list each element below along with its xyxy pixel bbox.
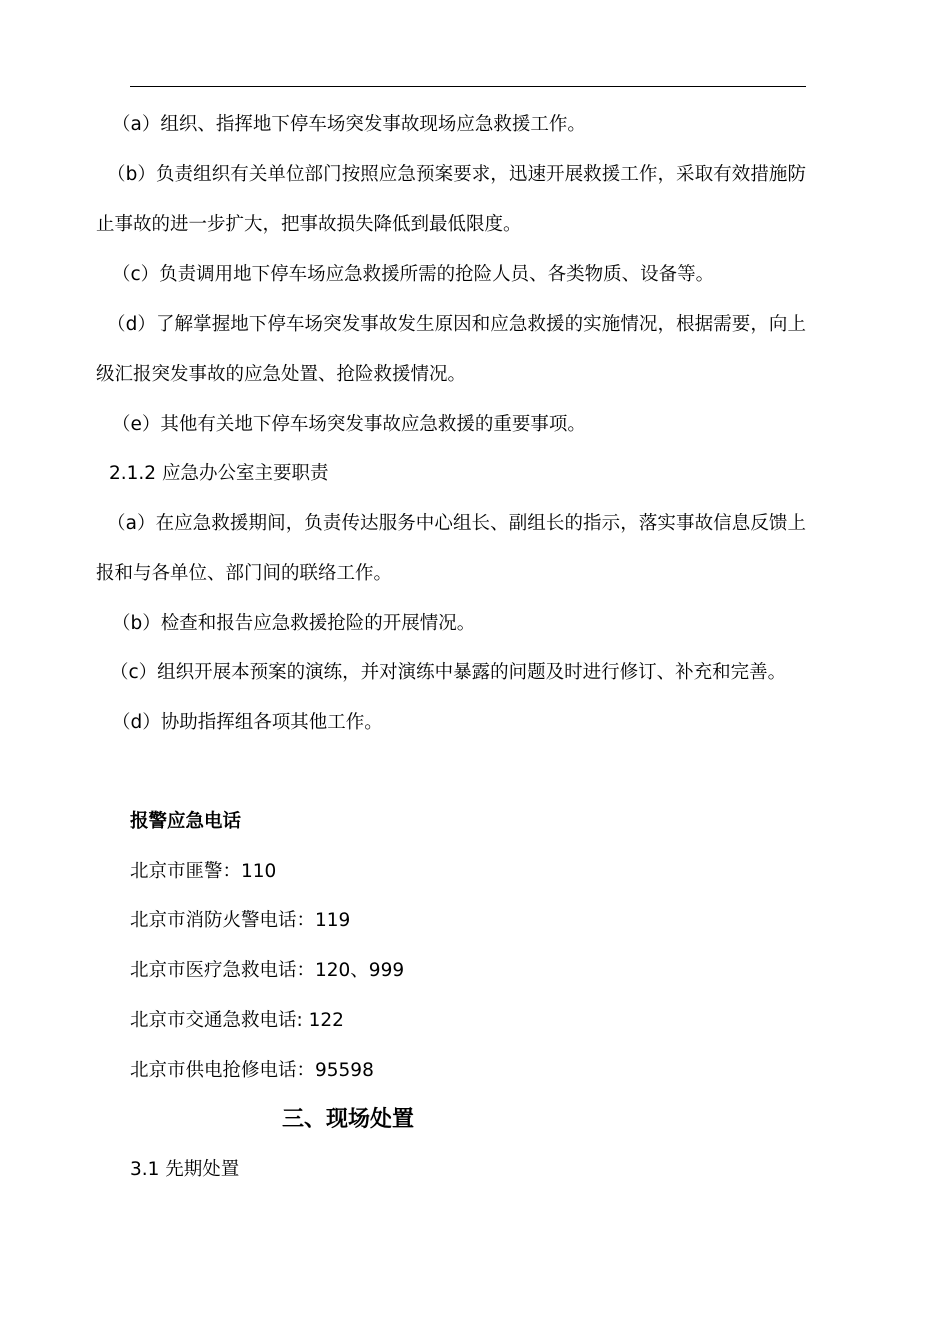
phone-traffic: 北京市交通急救电话: 122	[130, 1010, 344, 1031]
section-three-title: 三、现场处置	[282, 1107, 415, 1132]
office-item-a-line1: （a）在应急救援期间，负责传达服务中心组长、副组长的指示，落实事故信息反馈上	[107, 513, 806, 534]
duty-item-b-line1: （b）负责组织有关单位部门按照应急预案要求，迅速开展救援工作，采取有效措施防	[107, 164, 806, 185]
office-section-heading: 2.1.2 应急办公室主要职责	[109, 463, 329, 484]
header-rule	[130, 86, 806, 87]
phone-fire: 北京市消防火警电话：119	[130, 910, 351, 931]
duty-item-e: （e）其他有关地下停车场突发事故应急救援的重要事项。	[112, 414, 586, 435]
section-three-subheading: 3.1 先期处置	[130, 1159, 240, 1180]
office-item-a-line2: 报和与各单位、部门间的联络工作。	[96, 563, 393, 584]
duty-item-c: （c）负责调用地下停车场应急救援所需的抢险人员、各类物质、设备等。	[112, 264, 715, 285]
emergency-phones-heading: 报警应急电话	[130, 811, 242, 832]
duty-item-b-line2: 止事故的进一步扩大，把事故损失降低到最低限度。	[96, 214, 522, 235]
phone-power: 北京市供电抢修电话：95598	[130, 1060, 374, 1081]
phone-police: 北京市匪警：110	[130, 861, 277, 882]
duty-item-d-line1: （d）了解掌握地下停车场突发事故发生原因和应急救援的实施情况，根据需要，向上	[107, 314, 806, 335]
duty-item-d-line2: 级汇报突发事故的应急处置、抢险救援情况。	[96, 364, 467, 385]
phone-medical: 北京市医疗急救电话：120、999	[130, 960, 405, 981]
office-item-c: （c）组织开展本预案的演练，并对演练中暴露的问题及时进行修订、补充和完善。	[110, 662, 787, 683]
office-item-b: （b）检查和报告应急救援抢险的开展情况。	[112, 613, 476, 634]
office-item-d: （d）协助指挥组各项其他工作。	[112, 712, 383, 733]
duty-item-a: （a）组织、指挥地下停车场突发事故现场应急救援工作。	[112, 114, 586, 135]
